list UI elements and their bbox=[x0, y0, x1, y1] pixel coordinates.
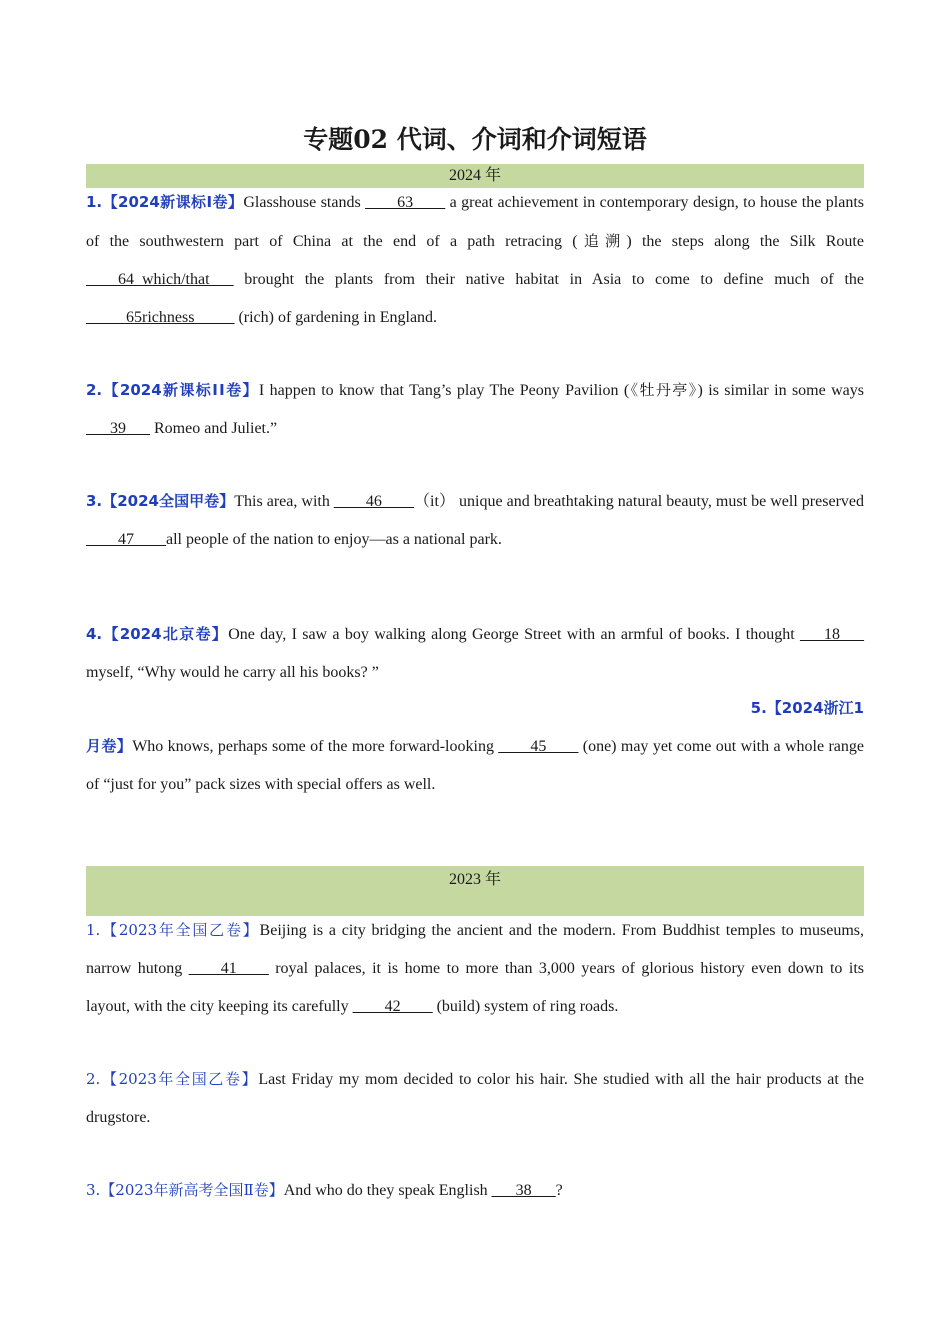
question-2023-3 bbox=[86, 1171, 864, 1210]
answer-blank: ___18___ bbox=[800, 626, 864, 643]
question-text: (build) system of ring roads. bbox=[432, 998, 619, 1015]
year-label: 2023 年 bbox=[448, 871, 501, 888]
page-title: 专题02 代词、介词和介词短语 bbox=[303, 125, 647, 154]
question-source: 5.【2024浙江1 bbox=[750, 699, 864, 717]
question-text: (rich) of gardening in England. bbox=[234, 309, 438, 326]
question-text: a great achievement in contemporary design, to house the plants of the southwestern part of China at the end of a path retracing ( bbox=[86, 194, 865, 250]
question-2024-2 bbox=[86, 371, 864, 448]
question-text: royal palaces, it is home to more than 3,000 years of glorious history even down to its layout, with the city keeping its carefully bbox=[86, 960, 864, 1015]
question-source: 月卷】 bbox=[86, 737, 133, 755]
year-header-2023 bbox=[86, 866, 864, 916]
answer-blank: ____64_which/that___ bbox=[86, 271, 234, 288]
question-source: 3.【2023年新高考全国Ⅱ卷】 bbox=[86, 1181, 284, 1199]
question-2024-4 bbox=[86, 615, 864, 692]
answer-blank: ___39___ bbox=[86, 420, 150, 437]
chinese-gloss: 《牡丹亭》 bbox=[629, 381, 698, 399]
question-text: I happen to know that Tang’s play The Peony Pavilion ( bbox=[258, 382, 630, 399]
answer-blank: ____42____ bbox=[352, 998, 433, 1015]
answer-blank: ___38___ bbox=[491, 1182, 556, 1199]
answer-blank: ____47____ bbox=[86, 531, 166, 548]
year-label: 2024 年 bbox=[448, 167, 501, 184]
question-text: (one) may yet come out with a whole range of “just for you” pack sizes with special offers as well. bbox=[86, 738, 864, 793]
question-text: brought the plants from their native habitat in Asia to come to define much of the bbox=[233, 271, 864, 288]
question-source: 3.【2024全国甲卷】 bbox=[86, 492, 235, 510]
answer-blank: ____41____ bbox=[188, 960, 269, 977]
question-text: all people of the nation to enjoy—as a national park. bbox=[166, 531, 502, 548]
question-source: 2.【2024新课标ⅠⅠ卷】 bbox=[86, 381, 259, 399]
question-text: This area, with bbox=[234, 493, 334, 510]
question-source: 2.【2023年全国乙卷】 bbox=[86, 1070, 259, 1088]
question-text: And who do they speak English bbox=[283, 1182, 492, 1199]
question-text: myself, “Why would he carry all his books? ” bbox=[86, 664, 379, 681]
answer-blank: ____45____ bbox=[498, 738, 579, 755]
chinese-gloss: 追溯 bbox=[577, 232, 627, 250]
question-2024-3 bbox=[86, 482, 864, 559]
question-text: ) the steps along the Silk Route bbox=[626, 233, 864, 250]
answer-blank: _____65richness_____ bbox=[86, 309, 235, 326]
question-source: 4.【2024北京卷】 bbox=[86, 625, 229, 643]
question-text: Last Friday my mom decided to color his hair. She studied with all the hair products at the drugstore. bbox=[86, 1071, 864, 1126]
question-2024-5-source-line bbox=[86, 689, 864, 728]
question-text: ? bbox=[555, 1182, 563, 1199]
question-2024-1 bbox=[86, 183, 864, 337]
question-text: One day, I saw a boy walking along George Street with an armful of books. I thought bbox=[228, 626, 800, 643]
question-2024-5 bbox=[86, 727, 864, 804]
question-2023-2 bbox=[86, 1060, 864, 1137]
question-text: Who knows, perhaps some of the more forward-looking bbox=[132, 738, 499, 755]
answer-blank: ____46____ bbox=[333, 493, 414, 510]
question-source: 1.【2024新课标Ⅰ卷】 bbox=[86, 193, 244, 211]
question-source: 1.【2023年全国乙卷】 bbox=[86, 921, 260, 939]
question-2023-1 bbox=[86, 911, 864, 1026]
answer-blank: ____63____ bbox=[365, 194, 446, 211]
question-text: Glasshouse stands bbox=[243, 194, 366, 211]
question-text: ) is similar in some ways bbox=[697, 382, 864, 399]
question-text: （it） unique and breathtaking natural beauty, must be well preserved bbox=[413, 493, 864, 510]
question-text: Romeo and Juliet.” bbox=[150, 420, 278, 437]
question-text: Beijing is a city bridging the ancient and the modern. From Buddhist temples to museums, narrow hutong bbox=[86, 922, 864, 977]
